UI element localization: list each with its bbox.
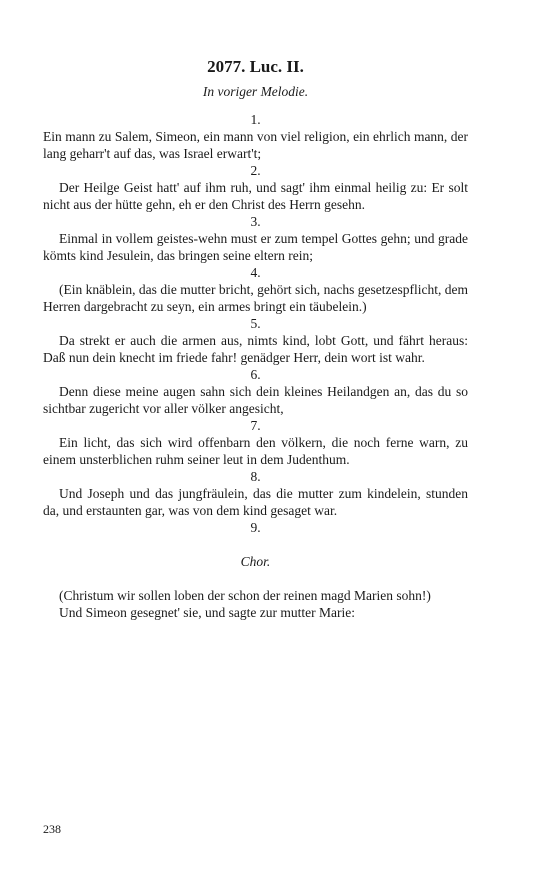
verse-number: 9. [250, 520, 261, 535]
hymn-title: 2077. Luc. II. [207, 57, 304, 76]
verse-number: 7. [250, 418, 261, 433]
verse-text: Da strekt er auch die armen aus, nimts kind, lobt Gott, und fährt heraus: Daß nun dein knecht im friede fahr! genädger Herr, dein wort ist wahr. [43, 333, 468, 365]
verse-number: 8. [250, 469, 261, 484]
verse-number: 5. [250, 316, 261, 331]
chor-label: Chor. [240, 554, 271, 569]
chor-line: (Christum wir sollen loben der schon der reinen magd Marien sohn!) [59, 588, 431, 603]
verse-text: (Ein knäblein, das die mutter bricht, gehört sich, nachs gesetzespflicht, dem Herren dargebracht zu seyn, ein armes bringt ein täubelein.) [43, 282, 468, 314]
verse-text: Ein mann zu Salem, Simeon, ein mann von viel religion, ein ehrlich mann, der lang geharr't auf das, was Israel erwart't; [43, 129, 468, 161]
hymn-page [43, 56, 468, 621]
verse-number: 4. [250, 265, 261, 280]
verse [43, 315, 468, 366]
verse-text: Ein licht, das sich wird offenbarn den völkern, die noch ferne warn, zu einem unsterblichen ruhm seiner leut in dem Judenthum. [43, 435, 468, 467]
verse [43, 111, 468, 162]
verse-number: 1. [250, 112, 261, 127]
verse [43, 162, 468, 213]
verse [43, 213, 468, 264]
verse-text: Einmal in vollem geistes-wehn must er zum tempel Gottes gehn; und grade kömts kind Jesulein, das bringen seine eltern rein; [43, 231, 468, 263]
verse-text: Der Heilge Geist hatt' auf ihm ruh, und sagt' ihm einmal heilig zu: Er solt nicht aus der hütte gehn, eh er den Christ des Herrn gesehn. [43, 180, 468, 212]
page-number: 238 [43, 822, 61, 836]
verse [43, 366, 468, 417]
verse-number: 2. [250, 163, 261, 178]
chor-line: Und Simeon gesegnet' sie, und sagte zur mutter Marie: [59, 605, 355, 620]
verse-text: Denn diese meine augen sahn sich dein kleines Heilandgen an, das du so sichtbar zugericht vor aller völker angesicht, [43, 384, 468, 416]
verse-text: Und Joseph und das jungfräulein, das die mutter zum kindelein, stunden da, und erstaunten gar, was von dem kind gesaget war. [43, 486, 468, 518]
verse [43, 468, 468, 519]
verse-list [43, 111, 468, 621]
verse [43, 417, 468, 468]
verse-chor [43, 519, 468, 621]
verse-number: 6. [250, 367, 261, 382]
verse-number: 3. [250, 214, 261, 229]
melody-note: In voriger Melodie. [202, 84, 309, 99]
verse [43, 264, 468, 315]
